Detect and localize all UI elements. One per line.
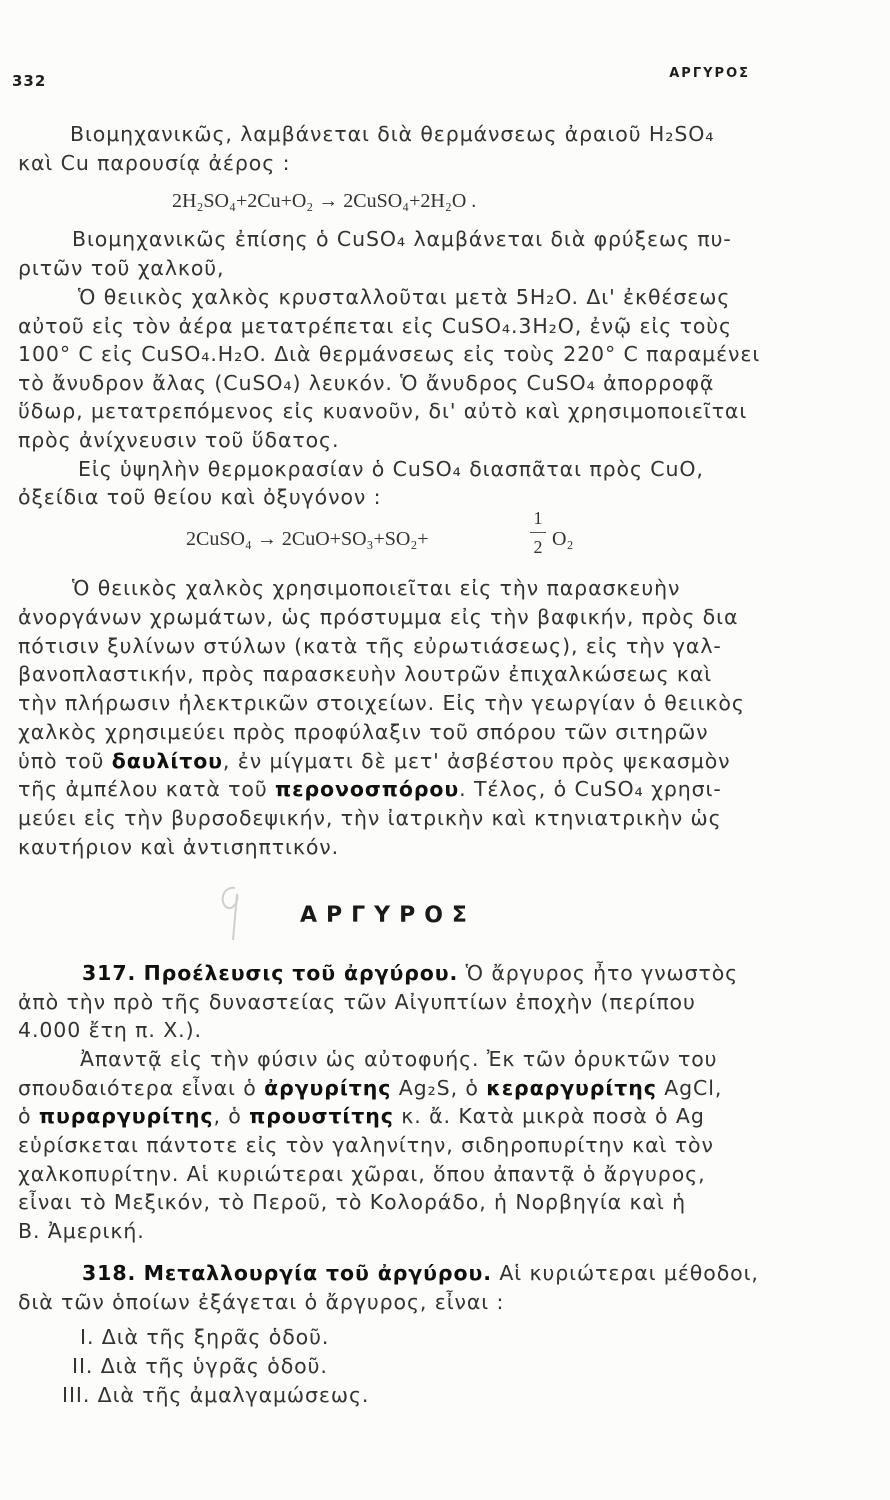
text-line: χαλκὸς χρησιμεύει πρὸς προφύλαξιν τοῦ σπόρου τῶν σιτηρῶν — [18, 720, 709, 744]
text-run: σπουδαιότερα εἶναι ὁ — [18, 1076, 265, 1100]
mineral-name: κεραργυρίτης — [486, 1076, 657, 1100]
equation: 2H₂SO₄+2Cu+O₂ → 2CuSO₄+2H₂O . — [172, 190, 477, 212]
section-heading: Προέλευσις τοῦ ἀργύρου. — [143, 961, 459, 985]
text-line: 100° C εἰς CuSO₄.H₂O. Διὰ θερμάνσεως εἰς τοὺς 220° C παραμένει — [18, 342, 761, 366]
text-line: καὶ Cu παρουσίᾳ ἀέρος : — [18, 151, 291, 175]
text-line: ἀνοργάνων χρωμάτων, ὡς πρόστυμμα εἰς τὴν βαφικήν, πρὸς δια — [18, 605, 739, 629]
text-line: διὰ τῶν ὁποίων ἐξάγεται ὁ ἄργυρος, εἶναι : — [18, 1290, 505, 1314]
bold-term: δαυλίτου — [111, 749, 223, 773]
section-heading: Μεταλλουργία τοῦ ἀργύρου. — [143, 1261, 492, 1285]
page-number: 332 — [12, 72, 47, 90]
text-line: ριτῶν τοῦ χαλκοῦ, — [18, 256, 225, 280]
text-run: ὑπὸ τοῦ — [18, 749, 112, 773]
text-line: ὕδωρ, μετατρεπόμενος εἰς κυανοῦν, δι' αὐτὸ καὶ χρησιμοποιεῖται — [18, 399, 748, 423]
fraction-bar — [530, 532, 546, 533]
text-line — [18, 749, 731, 773]
list-item: II. Διὰ τῆς ὑγρᾶς ὁδοῦ. — [72, 1354, 328, 1378]
text-line: Βιομηχανικῶς ἐπίσης ὁ CuSO₄ λαμβάνεται διὰ φρύξεως πυ- — [72, 227, 732, 251]
text-line: χαλκοπυρίτην. Αἱ κυριώτεραι χῶραι, ὅπου ἀπαντᾷ ὁ ἄργυρος, — [18, 1162, 706, 1186]
fraction-numerator: 1 — [533, 508, 543, 528]
text-line: βανοπλαστικήν, πρὸς παρασκευὴν λουτρῶν ἐπιχαλκώσεως καὶ — [18, 662, 713, 686]
equation: 2CuSO₄ → 2CuO+SO₃+SO₂+ — [186, 528, 429, 550]
section-title: ΑΡΓΥΡΟΣ — [300, 903, 476, 928]
text-line: τὴν πλήρωσιν ἠλεκτρικῶν στοιχείων. Εἰς τὴν γεωργίαν ὁ θειικὸς — [18, 691, 745, 715]
fraction-denominator: 2 — [533, 537, 543, 557]
list-item: III. Διὰ τῆς ἀμαλγαμώσεως. — [62, 1383, 370, 1407]
running-head: ΑΡΓΥΡΟΣ — [669, 66, 750, 81]
text-line: αὐτοῦ εἰς τὸν ἀέρα μετατρέπεται εἰς CuSO₄.3H₂O, ἐνῷ εἰς τοὺς — [18, 314, 732, 338]
text-line: Ἀπαντᾷ εἰς τὴν φύσιν ὡς αὐτοφυής. Ἐκ τῶν ὀρυκτῶν του — [80, 1047, 718, 1071]
text-run: Ag₂S, ὁ — [391, 1076, 487, 1100]
section-318-first-line — [82, 1261, 759, 1285]
text-run: , ὁ — [213, 1104, 250, 1128]
text-run: τῆς ἀμπέλου κατὰ τοῦ — [18, 777, 276, 801]
text-line: Εἰς ὑψηλὴν θερμοκρασίαν ὁ CuSO₄ διασπᾶται πρὸς CuO, — [78, 457, 704, 481]
section-317-first-line — [82, 961, 738, 985]
text-run: Ὁ ἄργυρος ἦτο γνωστὸς — [465, 961, 739, 985]
list-item: I. Διὰ τῆς ξηρᾶς ὁδοῦ. — [80, 1325, 330, 1349]
text-line: τὸ ἄνυδρον ἄλας (CuSO₄) λευκόν. Ὁ ἄνυδρος CuSO₄ ἀπορροφᾷ — [18, 371, 715, 395]
text-line: Β. Ἀμερική. — [18, 1219, 145, 1243]
bold-term: περονοσπόρου — [275, 777, 460, 801]
text-line: Ὁ θειικὸς χαλκὸς χρησιμοποιεῖται εἰς τὴν παρασκευὴν — [72, 576, 681, 600]
text-run: κ. ἄ. Κατὰ μικρὰ ποσὰ ὁ Ag — [393, 1104, 705, 1128]
text-run: AgCl, — [656, 1076, 723, 1100]
text-line: μεύει εἰς τὴν βυρσοδεψικήν, τὴν ἰατρικὴν καὶ κτηνιατρικὴν ὡς — [18, 806, 722, 830]
text-line: πότισιν ξυλίνων στύλων (κατὰ τῆς εὐρωτιάσεως), εἰς τὴν γαλ- — [18, 634, 722, 658]
text-run: , ἐν μίγματι δὲ μετ' ἀσβέστου πρὸς ψεκασμὸν — [222, 749, 731, 773]
section-number: 318. — [82, 1261, 137, 1285]
text-line: ἀπὸ τὴν πρὸ τῆς δυναστείας τῶν Αἰγυπτίων ἐποχὴν (περίπου — [18, 990, 696, 1014]
text-line: εὑρίσκεται πάντοτε εἰς τὸν γαληνίτην, σιδηροπυρίτην καὶ τὸν — [18, 1133, 714, 1157]
text-line: Βιομηχανικῶς, λαμβάνεται διὰ θερμάνσεως ἀραιοῦ H₂SO₄ — [70, 122, 715, 146]
text-run: Αἱ κυριώτεραι μέθοδοι, — [499, 1261, 759, 1285]
text-run: . Τέλος, ὁ CuSO₄ χρησι- — [459, 777, 722, 801]
text-line — [18, 1076, 722, 1100]
mineral-name: ἀργυρίτης — [264, 1076, 392, 1100]
text-line: καυτήριον καὶ ἀντισηπτικόν. — [18, 835, 340, 859]
pencil-mark — [205, 880, 255, 950]
text-line: ὀξείδια τοῦ θείου καὶ ὀξυγόνον : — [18, 485, 382, 509]
text-run: ὁ — [18, 1104, 39, 1128]
text-line — [18, 1104, 705, 1128]
text-line: 4.000 ἔτη π. Χ.). — [18, 1018, 202, 1042]
text-line — [18, 777, 722, 801]
mineral-name: πυραργυρίτης — [38, 1104, 214, 1128]
equation-tail: O₂ — [552, 528, 574, 550]
mineral-name: προυστίτης — [249, 1104, 394, 1128]
section-number: 317. — [82, 961, 137, 985]
text-line: Ὁ θειικὸς χαλκὸς κρυσταλλοῦται μετὰ 5H₂O. Δι' ἐκθέσεως — [78, 285, 731, 309]
text-line: πρὸς ἀνίχνευσιν τοῦ ὕδατος. — [18, 428, 340, 452]
text-line: εἶναι τὸ Μεξικόν, τὸ Περοῦ, τὸ Κολοράδο, ἡ Νορβηγία καὶ ἡ — [18, 1190, 687, 1214]
